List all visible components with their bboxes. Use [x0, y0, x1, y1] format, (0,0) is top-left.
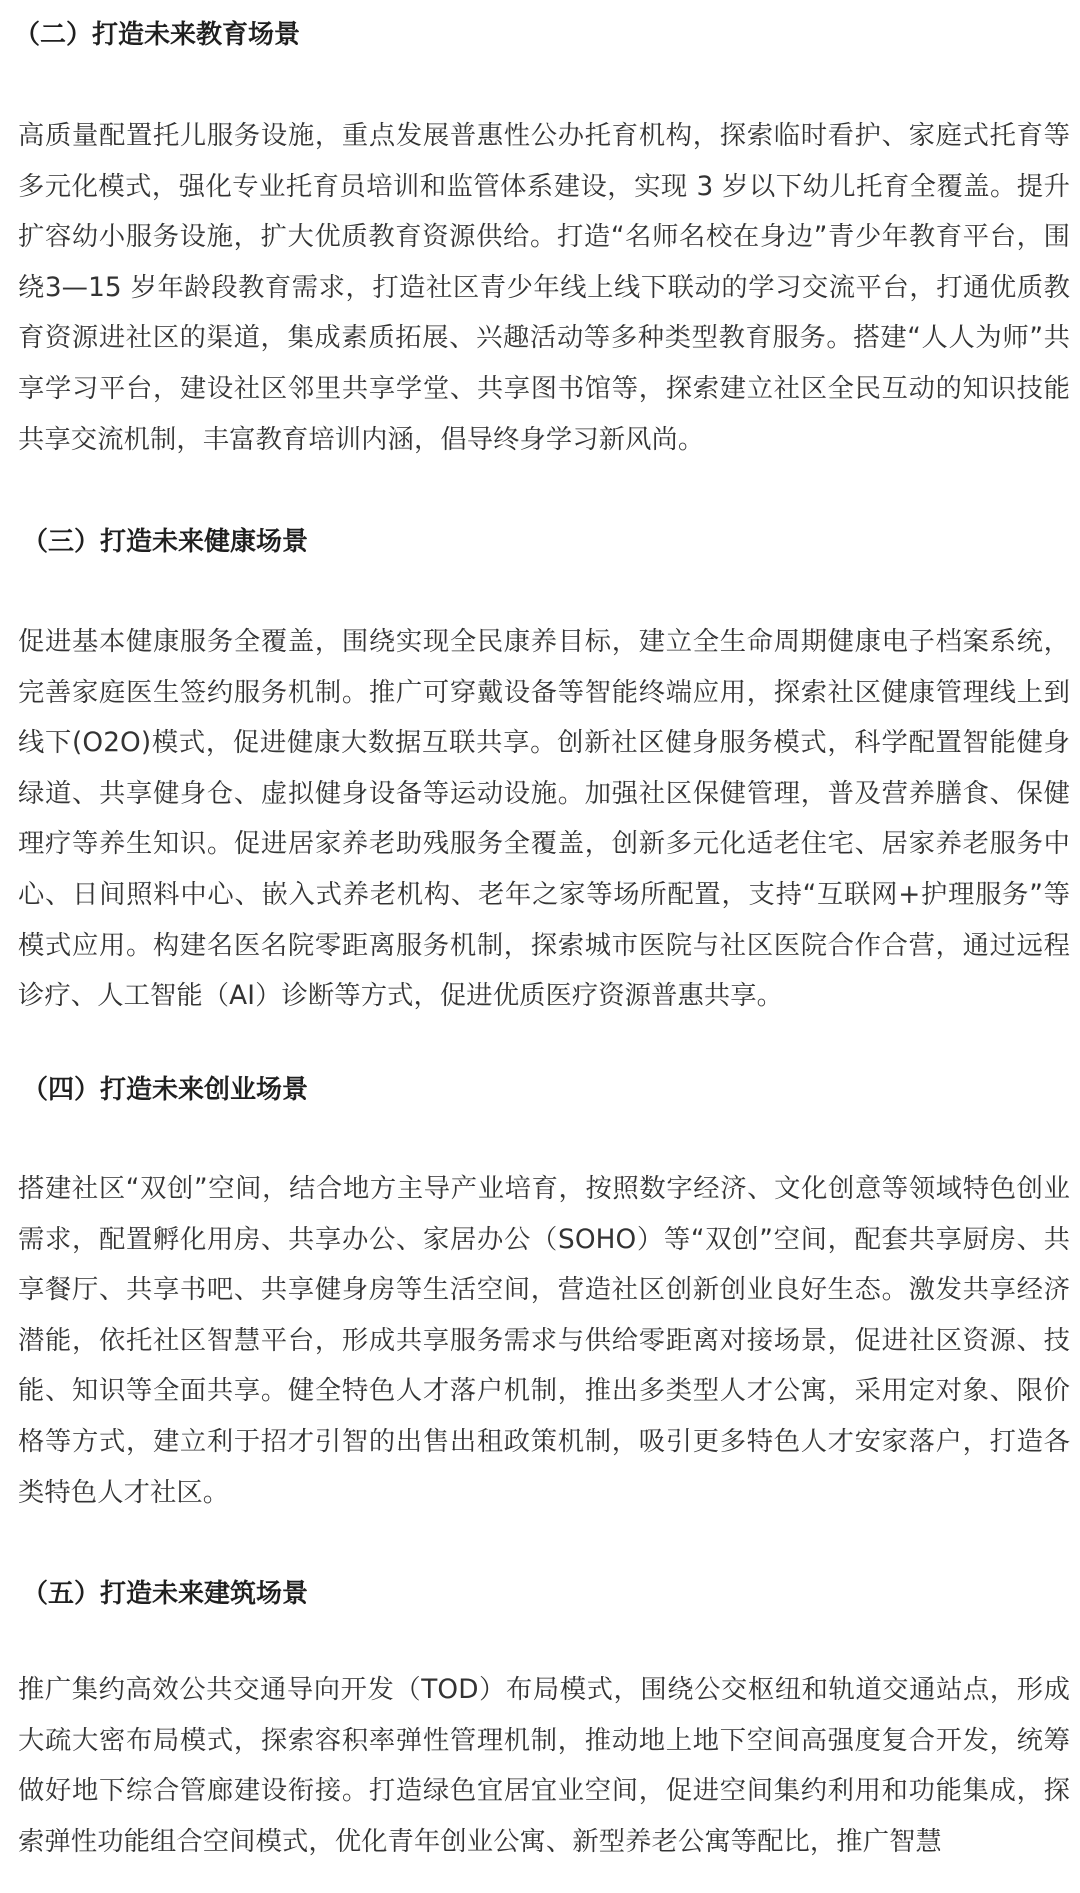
- section-heading-health: （三）打造未来健康场景: [22, 527, 309, 557]
- section-body-architecture: 推广集约高效公共交通导向开发（TOD）布局模式，围绕公交枢纽和轨道交通站点，形成大疏大密布局模式，探索容积率弹性管理机制，推动地上地下空间高强度复合开发，统筹做好地下综合管廊建设衔接。打造绿色宜居宜业空间，促进空间集约利用和功能集成，探索弹性功能组合空间模式，优化青年创业公寓、新型养老公寓等配比，推广智慧: [18, 1675, 1070, 1857]
- section-body-education: 高质量配置托儿服务设施，重点发展普惠性公办托育机构，探索临时看护、家庭式托育等多元化模式，强化专业托育员培训和监管体系建设，实现 3 岁以下幼儿托育全覆盖。提升扩容幼小服务设施，扩大优质教育资源供给。打造“名师名校在身边”青少年教育平台，围绕3—15 岁年龄段教育需求，打造社区青少年线上线下联动的学习交流平台，打通优质教育资源进社区的渠道，集成素质拓展、兴趣活动等多种类型教育服务。搭建“人人为师”共享学习平台，建设社区邻里共享学堂、共享图书馆等，探索建立社区全民互动的知识技能共享交流机制，丰富教育培训内涵，倡导终身学习新风尚。: [18, 121, 1070, 455]
- section-body-health: 促进基本健康服务全覆盖，围绕实现全民康养目标，建立全生命周期健康电子档案系统，完善家庭医生签约服务机制。推广可穿戴设备等智能终端应用，探索社区健康管理线上到线下(O2O)模式，促进健康大数据互联共享。创新社区健身服务模式，科学配置智能健身绿道、共享健身仓、虚拟健身设备等运动设施。加强社区保健管理，普及营养膳食、保健理疗等养生知识。促进居家养老助残服务全覆盖，创新多元化适老住宅、居家养老服务中心、日间照料中心、嵌入式养老机构、老年之家等场所配置，支持“互联网+护理服务”等模式应用。构建名医名院零距离服务机制，探索城市医院与社区医院合作合营，通过远程诊疗、人工智能（AI）诊断等方式，促进优质医疗资源普惠共享。: [18, 627, 1070, 1012]
- section-heading-architecture: （五）打造未来建筑场景: [22, 1579, 309, 1609]
- section-body-entrepreneurship: 搭建社区“双创”空间，结合地方主导产业培育，按照数字经济、文化创意等领域特色创业需求，配置孵化用房、共享办公、家居办公（SOHO）等“双创”空间，配套共享厨房、共享餐厅、共享书吧、共享健身房等生活空间，营造社区创新创业良好生态。激发共享经济潜能，依托社区智慧平台，形成共享服务需求与供给零距离对接场景，促进社区资源、技能、知识等全面共享。健全特色人才落户机制，推出多类型人才公寓，采用定对象、限价格等方式，建立利于招才引智的出售出租政策机制，吸引更多特色人才安家落户，打造各类特色人才社区。: [18, 1174, 1070, 1508]
- section-heading-education: （二）打造未来教育场景: [14, 20, 301, 50]
- section-heading-entrepreneurship: （四）打造未来创业场景: [22, 1075, 309, 1105]
